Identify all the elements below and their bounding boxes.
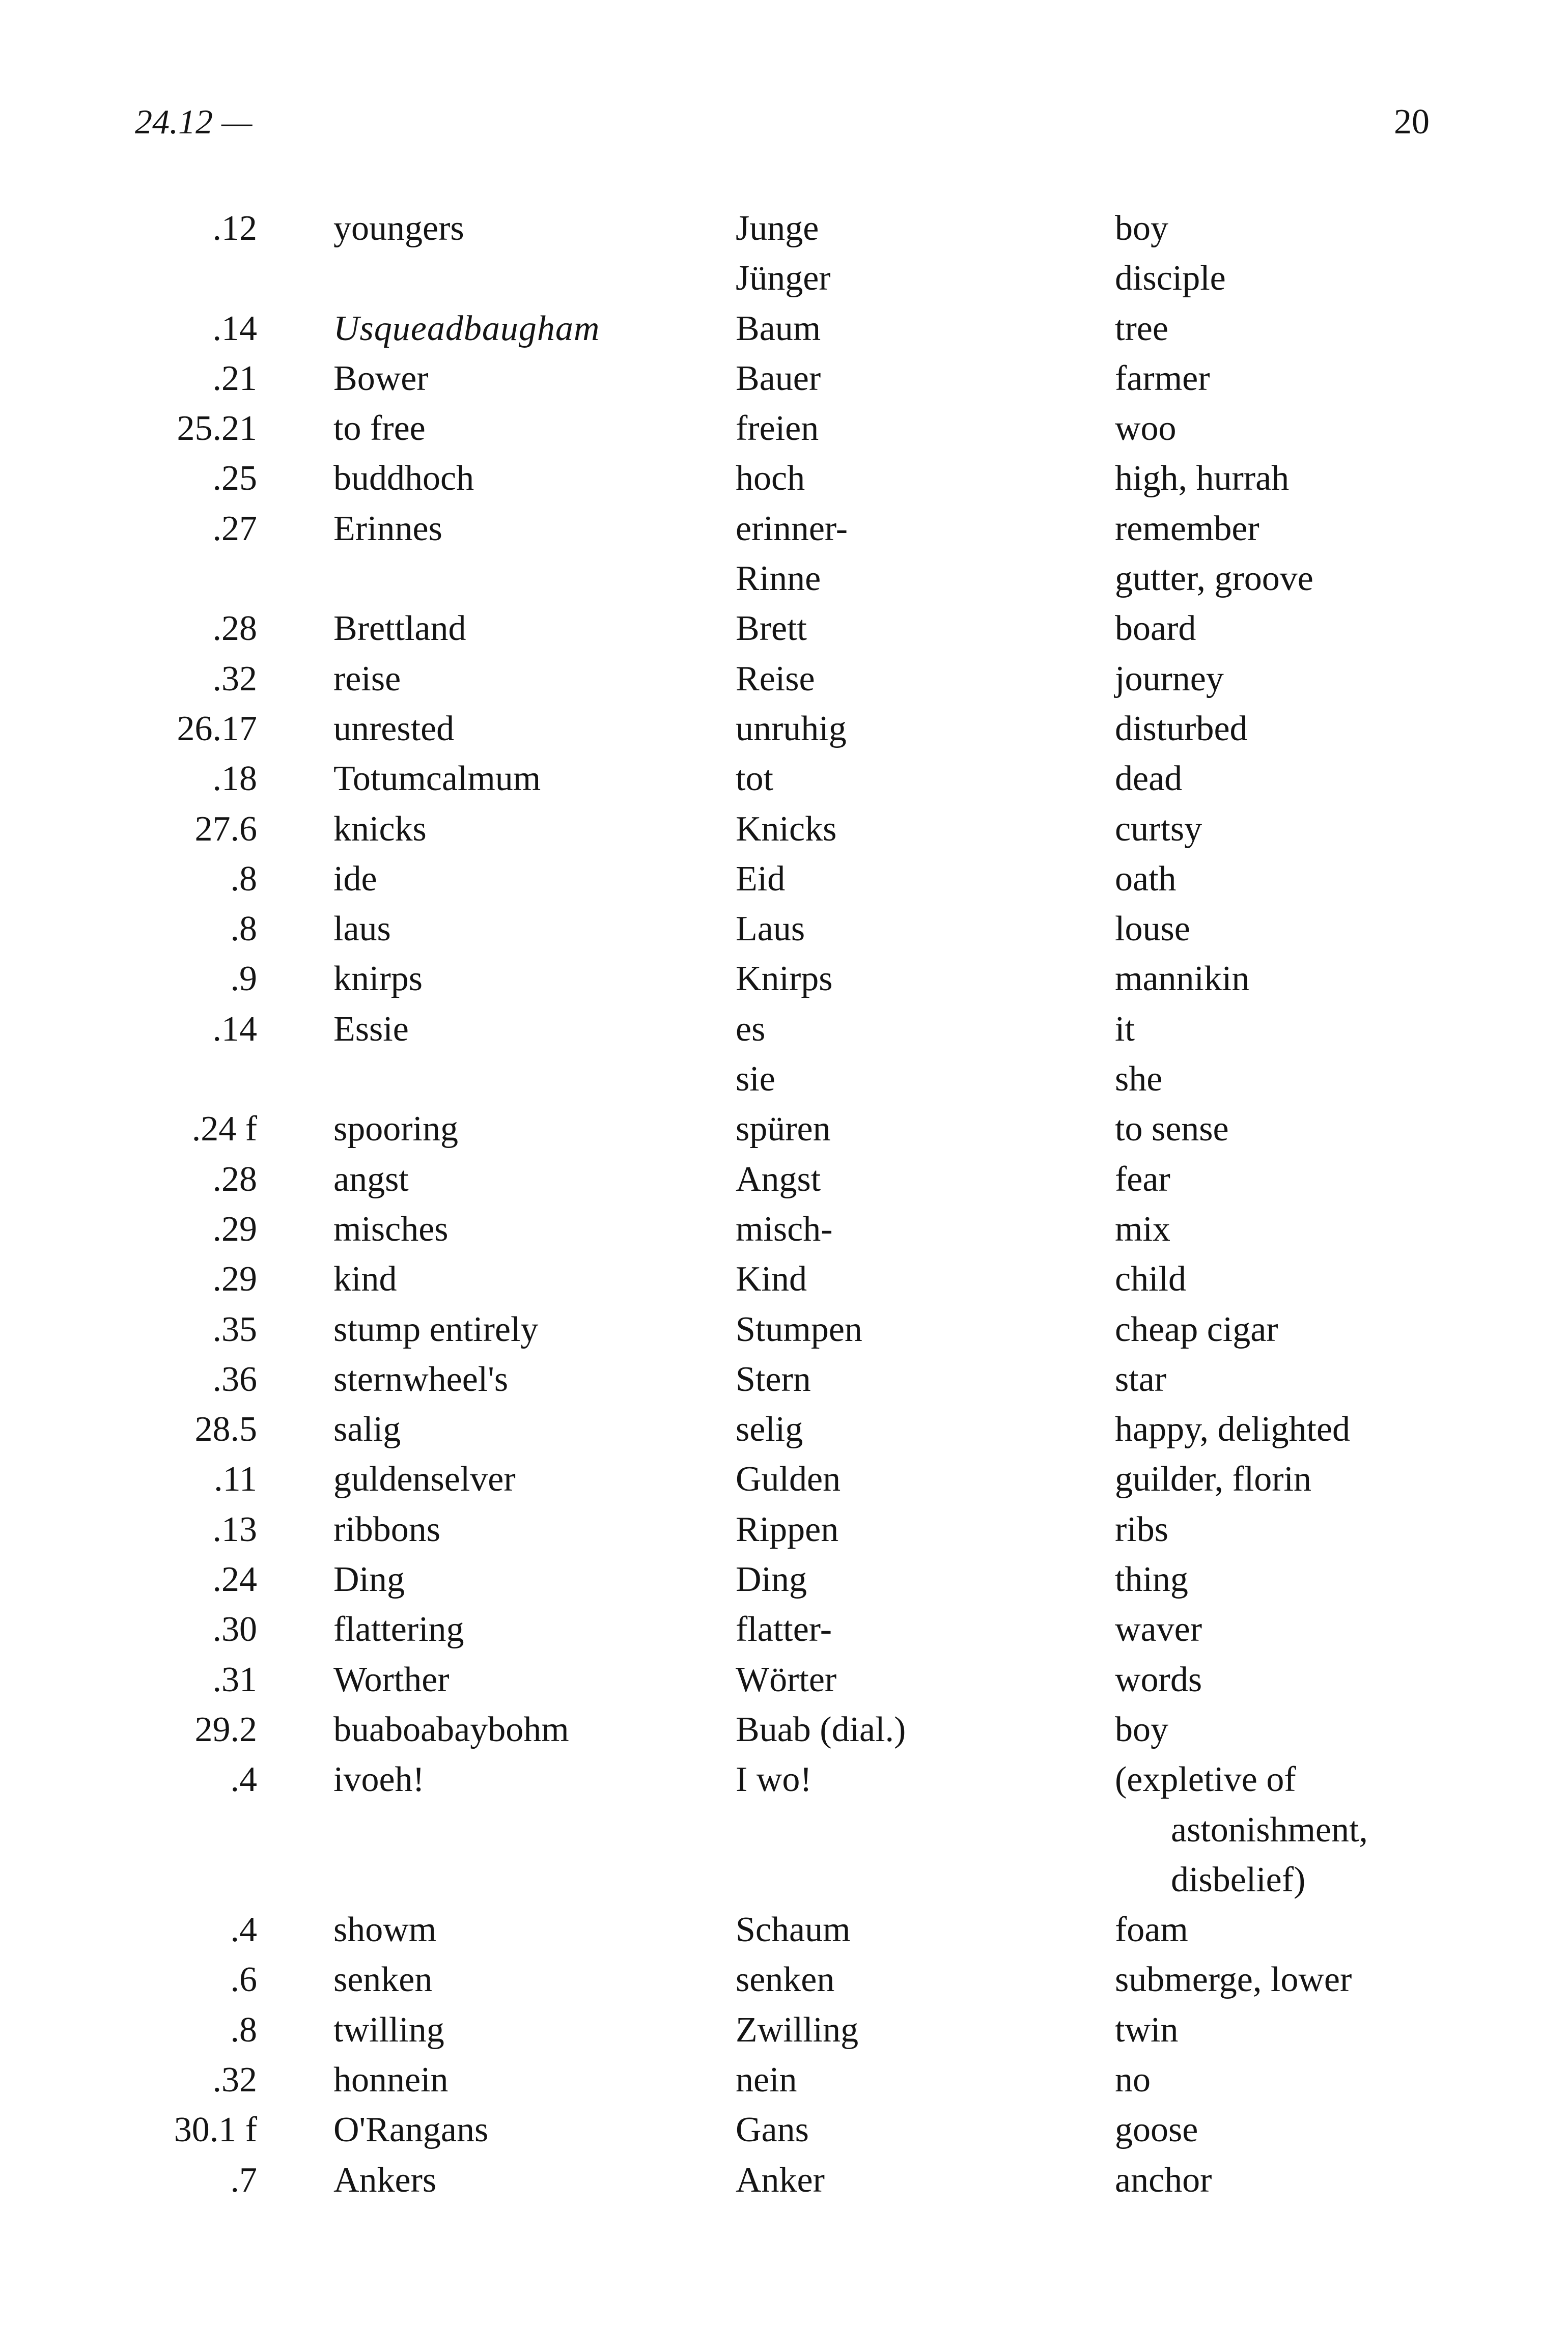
english-meaning: cheap cigar	[1115, 1309, 1278, 1349]
glossary-row	[0, 304, 1568, 354]
line-reference: 26.17	[177, 709, 257, 748]
glossary-row	[0, 1505, 1568, 1555]
line-reference: .24	[212, 1560, 257, 1600]
line-reference: .21	[212, 358, 257, 398]
glossary-row	[0, 1104, 1568, 1154]
line-reference: .24 f	[191, 1109, 257, 1149]
line-reference: .18	[212, 759, 257, 799]
line-reference: .6	[230, 1960, 257, 2000]
glossary-row	[0, 454, 1568, 503]
english-meaning: mannikin	[1115, 959, 1250, 999]
wake-word: flattering	[333, 1610, 464, 1649]
english-meaning: no	[1115, 2060, 1151, 2100]
wake-word: spooring	[333, 1109, 458, 1149]
german-word: freien	[736, 409, 819, 449]
glossary-row	[0, 754, 1568, 804]
line-reference: .36	[212, 1359, 257, 1399]
line-reference: .14	[212, 1009, 257, 1049]
wake-word: laus	[333, 909, 391, 949]
wake-word: twilling	[333, 2010, 444, 2050]
english-meaning: remember	[1115, 509, 1259, 548]
german-word: Junge	[736, 209, 819, 248]
glossary-row	[0, 1605, 1568, 1655]
english-meaning: tree	[1115, 309, 1168, 348]
german-word: Wörter	[736, 1660, 837, 1699]
glossary-row	[0, 904, 1568, 954]
wake-word: Ding	[333, 1560, 405, 1600]
german-word: Knirps	[736, 959, 833, 999]
line-reference: .27	[212, 509, 257, 548]
line-reference: .7	[230, 2160, 257, 2200]
german-word: Knicks	[736, 809, 837, 849]
glossary-row	[0, 704, 1568, 754]
english-meaning: submerge, lower	[1115, 1960, 1352, 2000]
page-number: 20	[1394, 102, 1430, 142]
german-word: spüren	[736, 1109, 831, 1149]
wake-word: honnein	[333, 2060, 449, 2100]
english-meaning: disbelief)	[1171, 1860, 1306, 1899]
wake-word: Erinnes	[333, 509, 442, 548]
glossary-row	[0, 254, 1568, 303]
line-reference: .8	[230, 909, 257, 949]
german-word: erinner-	[736, 509, 848, 548]
wake-word: youngers	[333, 209, 464, 248]
line-reference: .29	[212, 1209, 257, 1249]
german-word: Brett	[736, 609, 807, 649]
glossary-row	[0, 1355, 1568, 1405]
glossary-row	[0, 1755, 1568, 1805]
english-meaning: child	[1115, 1260, 1186, 1299]
glossary-row	[0, 554, 1568, 604]
wake-word: showm	[333, 1910, 437, 1950]
english-meaning: boy	[1115, 209, 1168, 248]
english-meaning: waver	[1115, 1610, 1202, 1649]
line-reference: .13	[212, 1509, 257, 1549]
wake-word: knicks	[333, 809, 427, 849]
glossary-row	[0, 1405, 1568, 1454]
wake-word: Ankers	[333, 2160, 437, 2200]
glossary-row	[0, 2055, 1568, 2105]
german-word: Gulden	[736, 1460, 841, 1499]
line-reference: .8	[230, 2010, 257, 2050]
german-word: Bauer	[736, 358, 821, 398]
running-head: 24.12 —	[135, 102, 253, 141]
english-meaning: anchor	[1115, 2160, 1212, 2200]
german-word: Baum	[736, 309, 821, 348]
german-word: Laus	[736, 909, 805, 949]
wake-word: senken	[333, 1960, 433, 2000]
english-meaning: ribs	[1115, 1509, 1168, 1549]
english-meaning: dead	[1115, 759, 1183, 799]
wake-word: Bower	[333, 358, 429, 398]
german-word: Jünger	[736, 259, 831, 298]
glossary-row	[0, 1555, 1568, 1605]
german-word: Rippen	[736, 1509, 839, 1549]
glossary-row	[0, 1054, 1568, 1104]
english-meaning: (expletive of	[1115, 1760, 1296, 1800]
wake-word: stump entirely	[333, 1309, 539, 1349]
glossary-row	[0, 1655, 1568, 1705]
wake-word: guldenselver	[333, 1460, 516, 1499]
english-meaning: board	[1115, 609, 1196, 649]
wake-word: knirps	[333, 959, 423, 999]
wake-word: Essie	[333, 1009, 409, 1049]
glossary-row	[0, 1454, 1568, 1504]
line-reference: .30	[212, 1610, 257, 1649]
english-meaning: it	[1115, 1009, 1135, 1049]
german-word: Buab (dial.)	[736, 1710, 906, 1749]
german-word: sie	[736, 1059, 775, 1099]
glossary-row	[0, 204, 1568, 254]
german-word: Angst	[736, 1159, 821, 1199]
glossary-row	[0, 2156, 1568, 2205]
glossary-row	[0, 804, 1568, 854]
german-word: tot	[736, 759, 773, 799]
wake-word: to free	[333, 409, 426, 449]
english-meaning: twin	[1115, 2010, 1179, 2050]
wake-word: ribbons	[333, 1509, 440, 1549]
english-meaning: high, hurrah	[1115, 459, 1290, 498]
glossary-row	[0, 854, 1568, 904]
wake-word: Brettland	[333, 609, 466, 649]
line-reference: .4	[230, 1910, 257, 1950]
german-word: es	[736, 1009, 766, 1049]
english-meaning: foam	[1115, 1910, 1188, 1950]
glossary-row	[0, 654, 1568, 704]
wake-word: reise	[333, 659, 401, 698]
glossary-row	[0, 604, 1568, 654]
german-word: Stumpen	[736, 1309, 862, 1349]
line-reference: .28	[212, 609, 257, 649]
english-meaning: she	[1115, 1059, 1163, 1099]
glossary-row	[0, 1004, 1568, 1054]
german-word: unruhig	[736, 709, 847, 748]
german-word: Rinne	[736, 559, 821, 599]
english-meaning: mix	[1115, 1209, 1170, 1249]
wake-word: sternwheel's	[333, 1359, 509, 1399]
wake-word: ide	[333, 859, 377, 899]
line-reference: .9	[230, 959, 257, 999]
glossary-row	[0, 354, 1568, 404]
line-reference: .28	[212, 1159, 257, 1199]
line-reference: .25	[212, 459, 257, 498]
glossary-row	[0, 1805, 1568, 1855]
wake-word: kind	[333, 1260, 397, 1299]
english-meaning: louse	[1115, 909, 1190, 949]
english-meaning: woo	[1115, 409, 1177, 449]
wake-word: salig	[333, 1410, 401, 1449]
english-meaning: boy	[1115, 1710, 1168, 1749]
english-meaning: disturbed	[1115, 709, 1248, 748]
german-word: hoch	[736, 459, 805, 498]
english-meaning: disciple	[1115, 259, 1226, 298]
glossary-row	[0, 1155, 1568, 1205]
line-reference: .29	[212, 1260, 257, 1299]
german-word: Anker	[736, 2160, 825, 2200]
wake-word: buaboabaybohm	[333, 1710, 569, 1749]
english-meaning: gutter, groove	[1115, 559, 1313, 599]
wake-word: O'Rangans	[333, 2110, 489, 2150]
glossary-row	[0, 1305, 1568, 1355]
glossary-row	[0, 954, 1568, 1004]
line-reference: .14	[212, 309, 257, 348]
german-word: senken	[736, 1960, 835, 2000]
english-meaning: journey	[1115, 659, 1224, 698]
glossary-table	[0, 204, 1568, 2205]
glossary-row	[0, 1254, 1568, 1304]
glossary-row	[0, 2105, 1568, 2155]
german-word: flatter-	[736, 1610, 832, 1649]
german-word: nein	[736, 2060, 797, 2100]
glossary-row	[0, 404, 1568, 454]
german-word: Zwilling	[736, 2010, 859, 2050]
german-word: Schaum	[736, 1910, 851, 1950]
german-word: Gans	[736, 2110, 809, 2150]
glossary-row	[0, 1705, 1568, 1755]
line-reference: 28.5	[194, 1410, 257, 1449]
line-reference: 27.6	[194, 809, 257, 849]
line-reference: 29.2	[194, 1710, 257, 1749]
english-meaning: star	[1115, 1359, 1167, 1399]
english-meaning: happy, delighted	[1115, 1410, 1351, 1449]
glossary-row	[0, 1855, 1568, 1905]
line-reference: .35	[212, 1309, 257, 1349]
english-meaning: fear	[1115, 1159, 1170, 1199]
line-reference: .32	[212, 659, 257, 698]
wake-word: misches	[333, 1209, 449, 1249]
german-word: Kind	[736, 1260, 807, 1299]
english-meaning: to sense	[1115, 1109, 1229, 1149]
line-reference: .4	[230, 1760, 257, 1800]
line-reference: .11	[214, 1460, 257, 1499]
line-reference: .12	[212, 209, 257, 248]
german-word: Stern	[736, 1359, 811, 1399]
english-meaning: goose	[1115, 2110, 1198, 2150]
german-word: Ding	[736, 1560, 807, 1600]
wake-word: ivoeh!	[333, 1760, 425, 1800]
wake-word: buddhoch	[333, 459, 474, 498]
english-meaning: guilder, florin	[1115, 1460, 1311, 1499]
english-meaning: astonishment,	[1171, 1810, 1368, 1850]
wake-word: Worther	[333, 1660, 450, 1699]
english-meaning: words	[1115, 1660, 1202, 1699]
wake-word: unrested	[333, 709, 455, 748]
glossary-row	[0, 2005, 1568, 2055]
glossary-row	[0, 504, 1568, 554]
line-reference: 25.21	[177, 409, 257, 449]
line-reference: .32	[212, 2060, 257, 2100]
german-word: I wo!	[736, 1760, 812, 1800]
line-reference: .8	[230, 859, 257, 899]
german-word: misch-	[736, 1209, 833, 1249]
english-meaning: curtsy	[1115, 809, 1202, 849]
german-word: Eid	[736, 859, 786, 899]
english-meaning: thing	[1115, 1560, 1188, 1600]
english-meaning: farmer	[1115, 358, 1210, 398]
wake-word: Usqueadbaugham	[333, 309, 600, 348]
wake-word: angst	[333, 1159, 409, 1199]
german-word: selig	[736, 1410, 803, 1449]
glossary-row	[0, 1905, 1568, 1955]
german-word: Reise	[736, 659, 815, 698]
glossary-row	[0, 1955, 1568, 2005]
english-meaning: oath	[1115, 859, 1177, 899]
line-reference: 30.1 f	[174, 2110, 257, 2150]
line-reference: .31	[212, 1660, 257, 1699]
glossary-row	[0, 1205, 1568, 1254]
wake-word: Totumcalmum	[333, 759, 541, 799]
